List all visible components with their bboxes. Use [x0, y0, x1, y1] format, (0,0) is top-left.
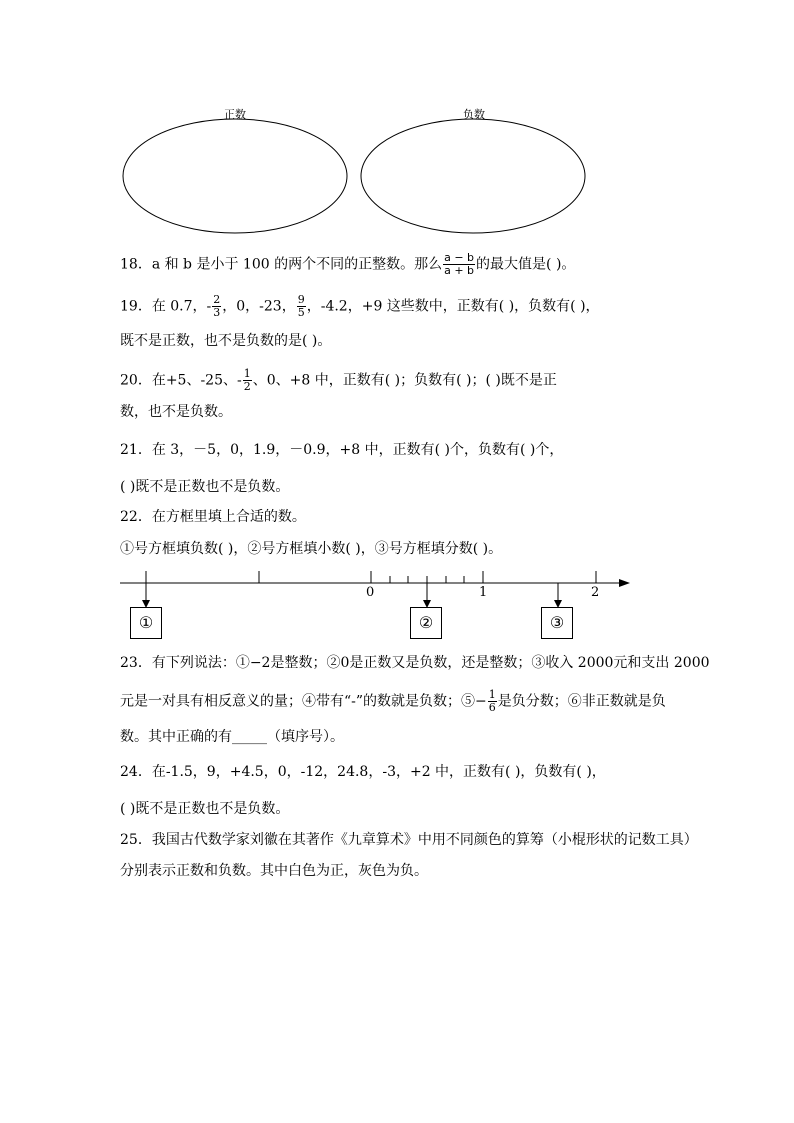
fraction-a-minus-b-over-a-plus-b: $\frac{a - b}{a + b}$: [444, 251, 475, 277]
question-24-line2: ( )既不是正数也不是负数。: [120, 801, 290, 817]
positive-oval: [123, 119, 347, 233]
answer-box-1: ①: [130, 607, 162, 639]
question-24-line1: 24．在-1.5，9，+4.5，0，-12，24.8，-3，+2 中，正数有( )，负数有( )，: [120, 764, 606, 780]
number-line: [0, 560, 794, 620]
question-22-line2: ①号方框填负数( )，②号方框填小数( )，③号方框填分数( )。: [120, 541, 503, 557]
question-19-line1: 19．在 0.7，- $\frac{2}{3}$ ，0，-23， $\frac{9}{5}$ ，-4.2，+9 这些数中，正数有( )，负数有( )，: [120, 293, 600, 319]
arrow-head-icon: [619, 579, 630, 587]
question-19-line2: 既不是正数，也不是负数的是( )。: [120, 333, 332, 349]
question-22-title: 22．在方框里填上合适的数。: [120, 509, 306, 525]
question-25-line2: 分别表示正数和负数。其中白色为正，灰色为负。: [120, 863, 428, 879]
fraction-1-2: $\frac{1}{2}$: [243, 367, 251, 393]
fraction-2-3: $\frac{2}{3}$: [213, 293, 221, 319]
question-23-line2: 元是一对具有相反意义的量；④带有“-”的数就是负数；⑤− $\frac{1}{6}$ 是负分数；⑥非正数就是负: [120, 688, 666, 714]
question-23-line3: 数。其中正确的有_____（填序号）。: [120, 729, 344, 745]
question-23-line1: 23．有下列说法：①−2是整数；②0是正数又是负数，还是整数；③收入 2000元和支出 2000: [120, 655, 710, 671]
fraction-9-5: $\frac{9}{5}$: [297, 293, 305, 319]
question-21-line1: 21．在 3，－5，0，1.9，－0.9，+8 中，正数有( )个，负数有( )个，: [120, 442, 564, 458]
answer-box-3: ③: [541, 607, 573, 639]
question-25-line1: 25．我国古代数学家刘徽在其著作《九章算术》中用不同颜色的算筹（小棍形状的记数工具）: [120, 832, 698, 848]
question-20-line1: 20．在+5、-25、- $\frac{1}{2}$ 、0、+8 中，正数有( )；负数有( )；( )既不是正: [120, 367, 557, 393]
answer-box-2: ②: [410, 607, 442, 639]
axis-label-1: 1: [479, 585, 488, 600]
question-18: 18．a 和 b 是小于 100 的两个不同的正整数。那么 $\frac{a - b}{a + b}$ 的最大值是( )。: [120, 251, 576, 277]
axis-label-0: 0: [366, 585, 375, 600]
venn-ovals: [0, 0, 794, 260]
question-21-line2: ( )既不是正数也不是负数。: [120, 479, 290, 495]
fraction-1-6: $\frac{1}{6}$: [488, 688, 496, 714]
venn-label-positive: 正数: [224, 108, 246, 121]
negative-oval: [361, 119, 585, 233]
question-20-line2: 数，也不是负数。: [120, 404, 232, 420]
venn-label-negative: 负数: [463, 108, 485, 121]
axis-label-2: 2: [591, 585, 600, 600]
